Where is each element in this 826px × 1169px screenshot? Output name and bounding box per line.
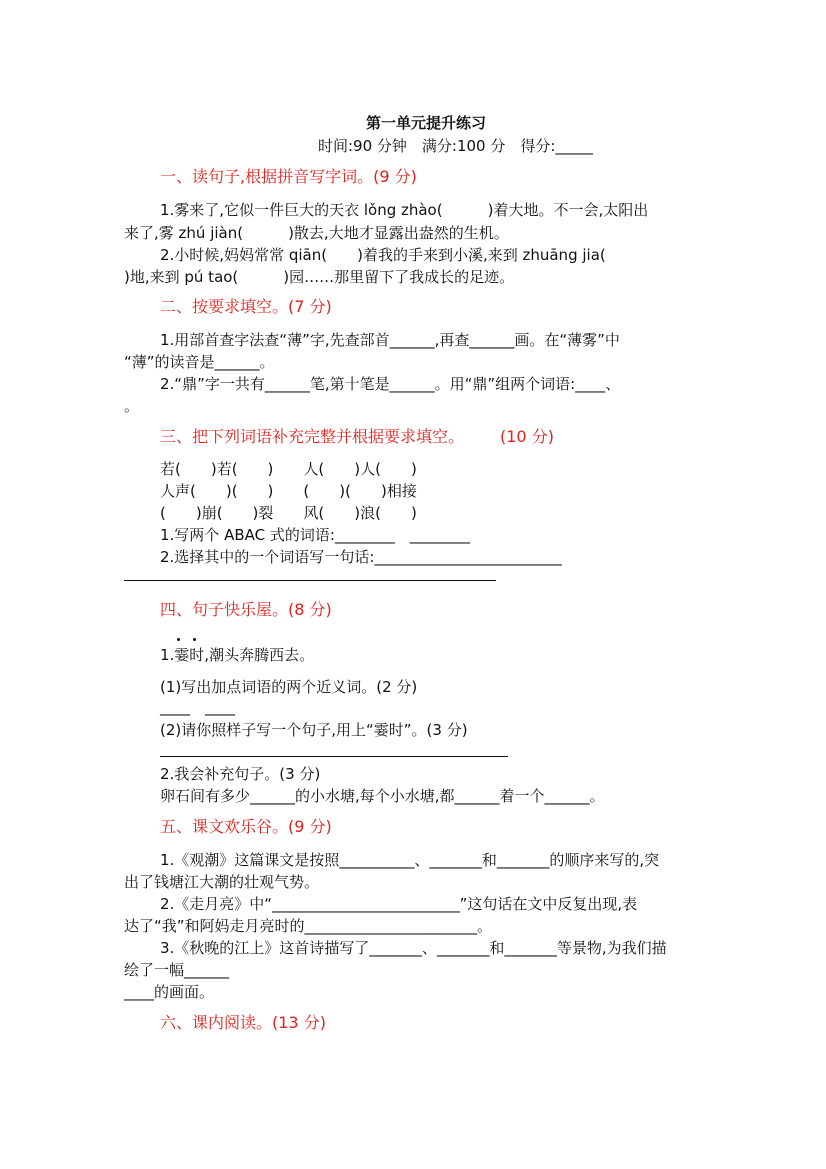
s2-q1-line1: 1.用部首查字法查“薄”字,先查部首______,再查______画。在“薄雾”中 — [160, 331, 620, 349]
section-1-title: 一、读句子,根据拼音写字词。(9 分) — [160, 167, 417, 186]
emphasis-dot — [193, 638, 196, 641]
s2-q2-line2: 。 — [124, 397, 140, 415]
s4-q1: 1.霎时,潮头奔腾西去。 — [160, 646, 315, 664]
s4-q1a: (1)写出加点词语的两个近义词。(2 分) — [160, 678, 418, 696]
s5-q2-line1: 2.《走月亮》中“_________________________”这句话在文中反复出现,表 — [160, 895, 638, 913]
s5-q2-line2: 达了“我”和阿妈走月亮时的_______________________。 — [124, 917, 493, 935]
emphasis-dot — [177, 638, 180, 641]
s4-answer-line — [160, 756, 508, 757]
s1-q1-line1: 1.雾来了,它似一件巨大的天衣 lǒng zhào( )着大地。不一会,太阳出 — [160, 201, 649, 219]
s5-q3-line1: 3.《秋晚的江上》这首诗描写了_______、_______和_______等景物,为我们描 — [160, 939, 667, 957]
section-3-score: (10 分) — [500, 427, 554, 446]
section-4-title: 四、句子快乐屋。(8 分) — [160, 600, 332, 619]
s3-word-row-1: 若( )若( ) 人( )人( ) — [160, 460, 417, 478]
s5-q3-line2: 绘了一幅______ — [124, 961, 230, 979]
s1-q1-line2: 来了,雾 zhú jiàn( )散去,大地才显露出盎然的生机。 — [124, 224, 509, 242]
s3-answer-line — [124, 580, 496, 581]
s1-q2-line2: )地,来到 pú tao( )园……那里留下了我成长的足迹。 — [124, 268, 515, 286]
page-title: 第一单元提升练习 — [366, 114, 487, 132]
s3-q1: 1.写两个 ABAC 式的词语:________ ________ — [160, 526, 470, 544]
section-3-title: 三、把下列词语补充完整并根据要求填空。 — [160, 427, 465, 446]
section-2-title: 二、按要求填空。(7 分) — [160, 297, 332, 316]
s5-q1-line1: 1.《观潮》这篇课文是按照__________、_______和_______的顺序来写的,突 — [160, 851, 660, 869]
s4-q1a-blanks: ____ ____ — [160, 698, 236, 716]
s3-q2: 2.选择其中的一个词语写一句话:_________________________ — [160, 548, 562, 566]
s5-q1-line2: 出了钱塘江大潮的壮观气势。 — [124, 873, 320, 891]
s5-q3-line3: ____的画面。 — [124, 983, 215, 1001]
s2-q2-line1: 2.“鼎”字一共有______笔,第十笔是______。用“鼎”组两个词语:____、 — [160, 375, 621, 393]
exam-meta: 时间:90 分钟 满分:100 分 得分:_____ — [318, 137, 593, 155]
s2-q1-line2: “薄”的读音是______。 — [124, 353, 275, 371]
s4-q1b: (2)请你照样子写一个句子,用上“霎时”。(3 分) — [160, 721, 468, 739]
s4-q2: 2.我会补充句子。(3 分) — [160, 765, 321, 783]
s4-q2-text: 卵石间有多少______的小水塘,每个小水塘,都______着一个______。 — [160, 787, 605, 805]
s3-word-row-2: 人声( )( ) ( )( )相接 — [160, 482, 417, 500]
section-6-title: 六、课内阅读。(13 分) — [160, 1013, 326, 1032]
s1-q2-line1: 2.小时候,妈妈常常 qiān( )着我的手来到小溪,来到 zhuāng jia( — [160, 246, 606, 264]
section-5-title: 五、课文欢乐谷。(9 分) — [160, 817, 332, 836]
s3-word-row-3: ( )崩( )裂 风( )浪( ) — [160, 504, 417, 522]
